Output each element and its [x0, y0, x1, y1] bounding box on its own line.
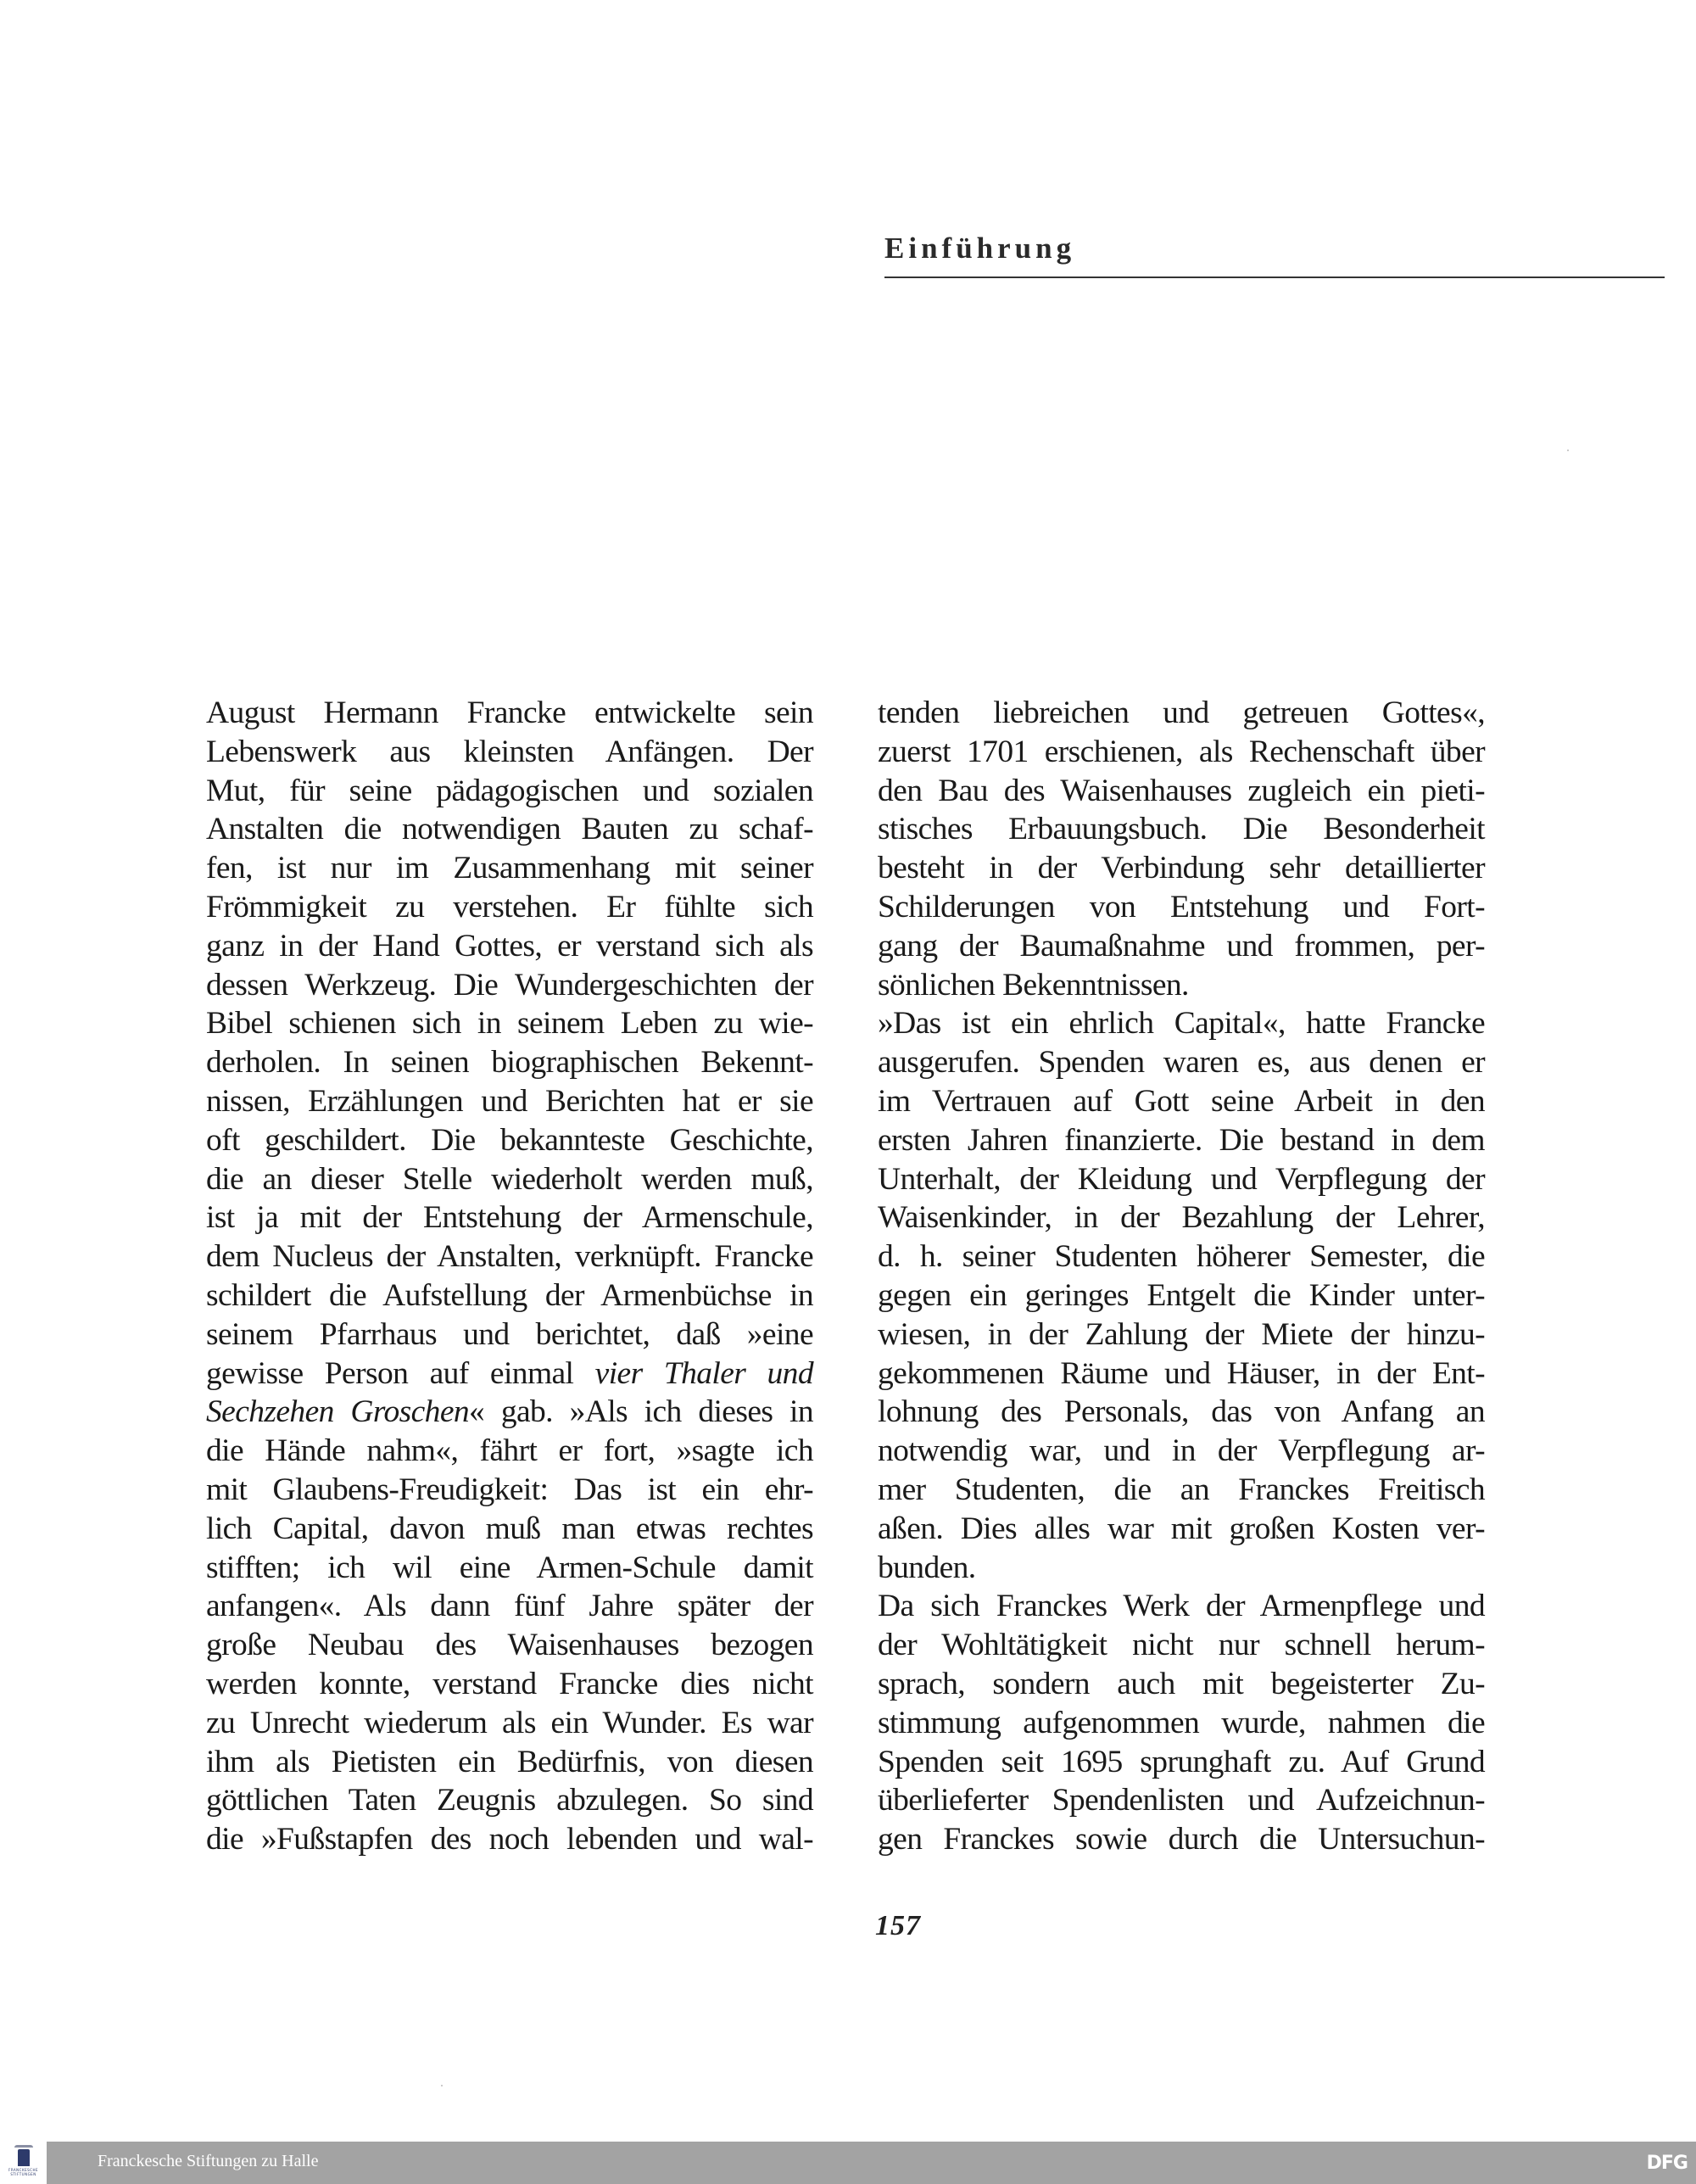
logo-text-line2: STIFTUNGEN [10, 2172, 36, 2176]
text-line: große Neubau des Waisenhauses bezogen [206, 1628, 813, 1663]
text-line: werden konnte, verstand Francke dies nicht [206, 1666, 813, 1701]
text-line: Unterhalt, der Kleidung und Verpflegung der [878, 1161, 1485, 1197]
text-line: sönlichen Bekenntnissen. [878, 967, 1189, 1003]
text-fragment: gewisse Person auf einmal [206, 1355, 574, 1391]
text-line: August Hermann Francke entwickelte sein [206, 695, 813, 730]
text-line: stisches Erbauungsbuch. Die Besonderheit [878, 812, 1485, 847]
scan-speck [1567, 450, 1569, 451]
text-line: dem Nucleus der Anstalten, verknüpft. Francke [206, 1239, 813, 1275]
text-line: lich Capital, davon muß man etwas rechtes [206, 1511, 813, 1546]
text-line: den Bau des Waisenhauses zugleich ein pieti- [878, 773, 1485, 808]
text-line: anfangen«. Als dann fünf Jahre später der [206, 1589, 813, 1624]
text-line: ihm als Pietisten ein Bedürfnis, von diesen [206, 1744, 813, 1779]
text-fragment: « gab. »Als ich dieses in [469, 1394, 813, 1430]
institution-logo-icon [18, 2149, 30, 2166]
text-line: besteht in der Verbindung sehr detaillierter [878, 851, 1485, 886]
text-line: tenden liebreichen und getreuen Gottes«, [878, 695, 1485, 730]
text-line: Spenden seit 1695 sprunghaft zu. Auf Grund [878, 1744, 1485, 1779]
text-line: Da sich Franckes Werk der Armenpflege und [878, 1589, 1485, 1624]
header-rule [884, 276, 1665, 278]
right-column [878, 694, 1485, 1859]
text-line: wiesen, in der Zahlung der Miete der hinzu- [878, 1316, 1485, 1352]
text-line: gekommenen Räume und Häuser, in der Ent- [878, 1355, 1485, 1391]
left-column [206, 694, 813, 1859]
text-line: mer Studenten, die an Franckes Freitisch [878, 1472, 1485, 1507]
franckesche-stiftungen-logo[interactable] [0, 2142, 47, 2184]
text-line: gen Franckes sowie durch die Untersuchun- [878, 1822, 1485, 1857]
text-line: d. h. seiner Studenten höherer Semester, die [878, 1239, 1485, 1275]
text-line-mixed [206, 1355, 813, 1394]
text-line: die an dieser Stelle wiederholt werden muß, [206, 1161, 813, 1197]
text-line: fen, ist nur im Zusammenhang mit seiner [206, 851, 813, 886]
text-line: ersten Jahren finanzierte. Die bestand in dem [878, 1122, 1485, 1158]
text-line: im Vertrauen auf Gott seine Arbeit in den [878, 1083, 1485, 1119]
page-number: 157 [875, 1910, 921, 1941]
footer-strip [47, 2142, 1696, 2184]
scan-speck [441, 2085, 443, 2086]
text-line: »Das ist ein ehrlich Capital«, hatte Francke [878, 1006, 1485, 1042]
text-line: Bibel schienen sich in seinem Leben zu wie- [206, 1006, 813, 1042]
text-line: Lebenswerk aus kleinsten Anfängen. Der [206, 734, 813, 769]
text-line: dessen Werkzeug. Die Wundergeschichten der [206, 967, 813, 1003]
text-line: zu Unrecht wiederum als ein Wunder. Es war [206, 1705, 813, 1740]
text-line: Frömmigkeit zu verstehen. Er fühlte sich [206, 889, 813, 924]
footer-label[interactable]: Franckesche Stiftungen zu Halle [98, 2152, 319, 2170]
text-line: der Wohltätigkeit nicht nur schnell herum- [878, 1628, 1485, 1663]
text-line: stifften; ich wil eine Armen-Schule damit [206, 1550, 813, 1585]
text-line: bunden. [878, 1550, 976, 1585]
text-line: nissen, Erzählungen und Berichten hat er sie [206, 1083, 813, 1119]
text-line: göttlichen Taten Zeugnis abzulegen. So sind [206, 1783, 813, 1818]
text-line: ganz in der Hand Gottes, er verstand sich als [206, 928, 813, 964]
text-line: Schilderungen von Entstehung und Fort- [878, 889, 1485, 924]
text-line: überlieferter Spendenlisten und Aufzeichnun- [878, 1783, 1485, 1818]
text-line: gegen ein geringes Entgelt die Kinder unter- [878, 1277, 1485, 1313]
text-line: lohnung des Personals, das von Anfang an [878, 1394, 1485, 1430]
logo-text-line1: FRANCKESCHE [8, 2168, 38, 2172]
text-line: derholen. In seinen biographischen Bekennt- [206, 1045, 813, 1081]
logo-text [8, 2168, 38, 2176]
text-line: sprach, sondern auch mit begeisterter Zu- [878, 1666, 1485, 1701]
text-line: seinem Pfarrhaus und berichtet, daß »eine [206, 1316, 813, 1352]
text-line: aßen. Dies alles war mit großen Kosten ver- [878, 1511, 1485, 1546]
text-line: Waisenkinder, in der Bezahlung der Lehrer, [878, 1200, 1485, 1236]
text-line: ist ja mit der Entstehung der Armenschule, [206, 1200, 813, 1236]
text-line-mixed [206, 1393, 813, 1432]
text-line: Anstalten die notwendigen Bauten zu schaf- [206, 812, 813, 847]
text-line: oft geschildert. Die bekannteste Geschichte, [206, 1122, 813, 1158]
text-line: stimmung aufgenommen wurde, nahmen die [878, 1705, 1485, 1740]
dfg-logo-icon[interactable]: DFG [1646, 2153, 1688, 2174]
section-header [884, 231, 1665, 278]
italic-fragment: Sechzehen Groschen [206, 1394, 470, 1430]
text-line: die »Fußstapfen des noch lebenden und wal- [206, 1822, 813, 1857]
footer-bar [0, 2142, 1696, 2184]
text-line: mit Glaubens-Freudigkeit: Das ist ein ehr- [206, 1472, 813, 1507]
text-line: schildert die Aufstellung der Armenbüchse in [206, 1277, 813, 1313]
section-title: Einführung [884, 232, 1076, 265]
text-line: die Hände nahm«, fährt er fort, »sagte ich [206, 1433, 813, 1469]
italic-fragment: vier Thaler und [594, 1355, 813, 1391]
text-line: gang der Baumaßnahme und frommen, per- [878, 928, 1485, 964]
text-line: zuerst 1701 erschienen, als Rechenschaft über [878, 734, 1485, 769]
text-line: notwendig war, und in der Verpflegung ar- [878, 1433, 1485, 1469]
text-line: Mut, für seine pädagogischen und sozialen [206, 773, 813, 808]
text-line: ausgerufen. Spenden waren es, aus denen er [878, 1045, 1485, 1081]
